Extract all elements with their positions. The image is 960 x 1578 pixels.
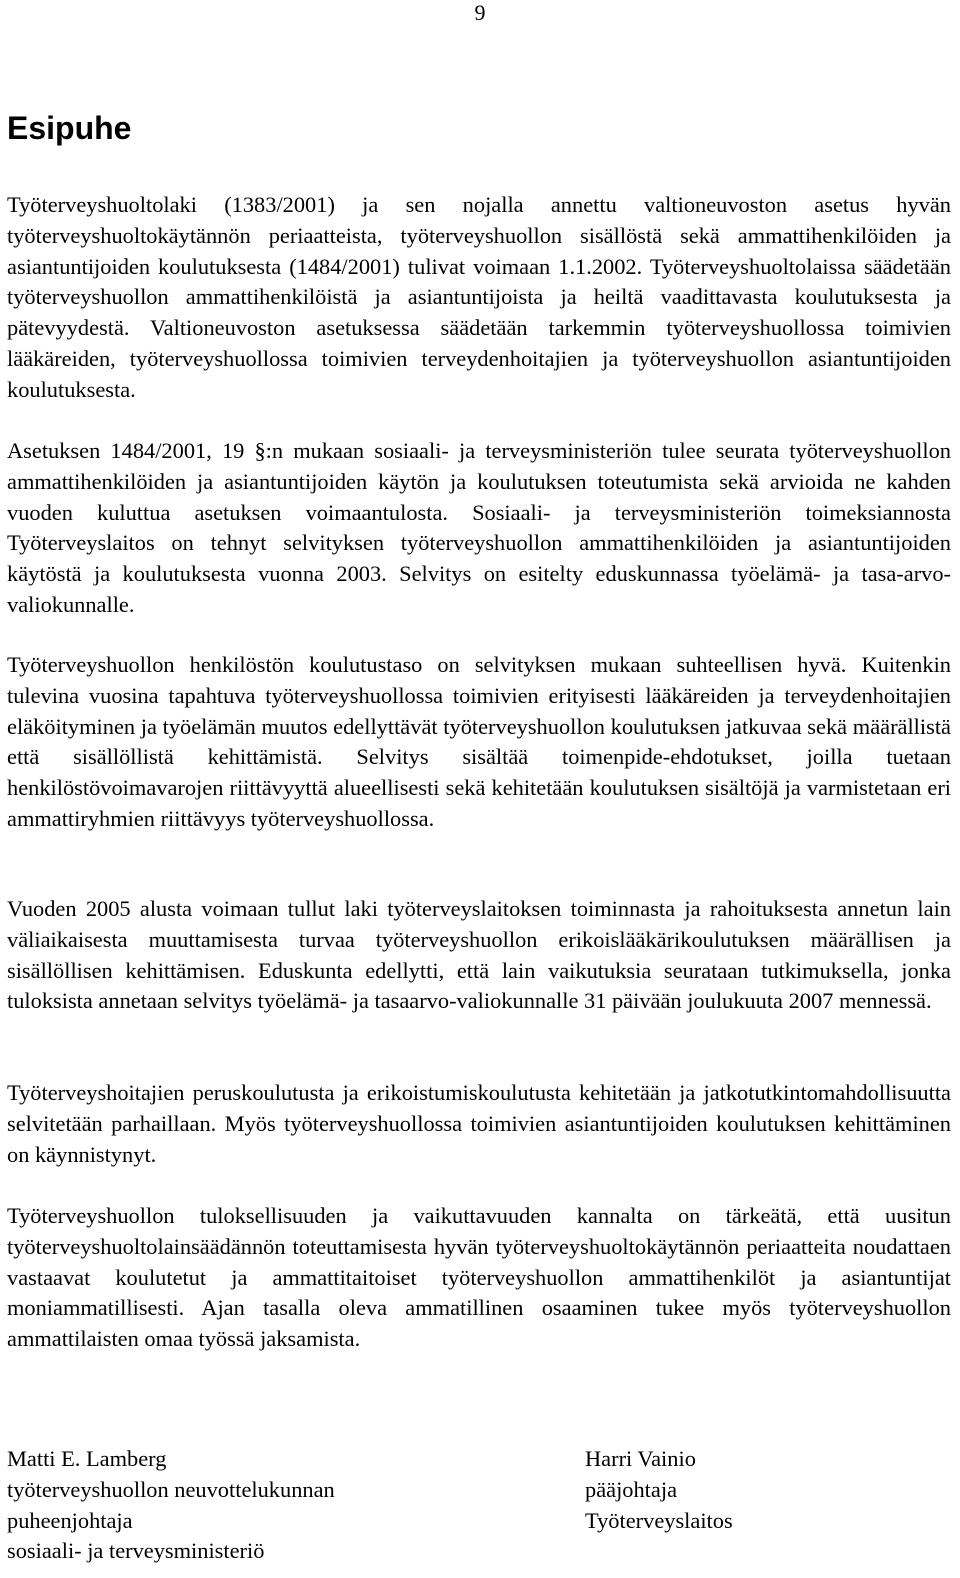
- paragraph-3: Työterveyshuollon henkilöstön koulutustaso on selvityksen mukaan suhteellisen hyvä. Kuitenkin tulevina vuosina tapahtuva työterveyshuollossa toimivien erityisesti lääkäreiden ja terveydenhoitajien eläköityminen ja työelämän muutos edellyttävät työterveyshuollon koulutuksen jatkuvaa sekä määrällistä että sisällöllistä kehittämistä. Selvitys sisältää toimenpide-ehdotukset, joilla tuetaan henkilöstövoimavarojen riittävyyttä alueellisesti sekä kehitetään koulutuksen sisältöjä ja varmistetaan eri ammattiryhmien riittävyys työterveyshuollossa.: [7, 652, 951, 831]
- paragraph-5: Työterveyshoitajien peruskoulutusta ja erikoistumiskoulutusta kehitetään ja jatkotutkintomahdollisuutta selvitetään parhaillaan. Myös työterveyshuollossa toimivien asiantuntijoiden koulutuksen kehittäminen on käynnistynyt.: [7, 1080, 951, 1167]
- page-number: 9: [474, 0, 486, 25]
- paragraph-2: Asetuksen 1484/2001, 19 §:n mukaan sosiaali- ja terveysministeriön tulee seurata työterveyshuollon ammattihenkilöiden ja asiantuntijoiden käytön ja koulutuksen toteutumista sekä arvioida ne kahden vuoden kuluttua asetuksen voimaantulosta. Sosiaali- ja terveysministeriön toimeksiannosta Työterveyslaitos on tehnyt selvityksen työterveyshuollon ammattihenkilöiden ja asiantuntijoiden käytöstä ja koulutuksesta vuonna 2003. Selvitys on esitelty eduskunnassa työelämä- ja tasa-arvo-valiokunnalle.: [7, 438, 951, 617]
- signer-name: Harri Vainio: [585, 1446, 696, 1471]
- page-title: Esipuhe: [7, 110, 132, 146]
- signer-role: puheenjohtaja: [7, 1507, 133, 1533]
- signer-title: työterveyshuollon neuvottelukunnan: [7, 1476, 335, 1502]
- signer-role: pääjohtaja: [585, 1476, 678, 1502]
- signature-right: [585, 1444, 733, 1536]
- signer-organization: Työterveyslaitos: [585, 1507, 733, 1533]
- signer-name: Matti E. Lamberg: [7, 1446, 167, 1471]
- paragraph-4: Vuoden 2005 alusta voimaan tullut laki työterveyslaitoksen toiminnasta ja rahoituksesta annetun lain väliaikaisesta muuttamisesta turvaa työterveyshuollon erikoislääkärikoulutuksen määrällisen ja sisällöllisen kehittämisen. Eduskunta edellytti, että lain vaikutuksia seurataan tutkimuksella, jonka tuloksista annetaan selvitys työelämä- ja tasaarvo-valiokunnalle 31 päivään joulukuuta 2007 mennessä.: [7, 896, 951, 1014]
- signer-organization: sosiaali- ja terveysministeriö: [7, 1538, 265, 1564]
- paragraph-1: Työterveyshuoltolaki (1383/2001) ja sen nojalla annettu valtioneuvoston asetus hyvän työterveyshuoltokäytännön periaatteista, työterveyshuollon sisällöstä sekä ammattihenkilöiden ja asiantuntijoiden koulutuksesta (1484/2001) tulivat voimaan 1.1.2002. Työterveyshuoltolaissa säädetään työterveyshuollon ammattihenkilöistä ja asiantuntijoista ja heiltä vaadittavasta koulutuksesta ja pätevyydestä. Valtioneuvoston asetuksessa säädetään tarkemmin työterveyshuollossa toimivien lääkäreiden, työterveyshuollossa toimivien terveydenhoitajien ja työterveyshuollon asiantuntijoiden koulutuksesta.: [7, 192, 951, 402]
- paragraph-6: Työterveyshuollon tuloksellisuuden ja vaikuttavuuden kannalta on tärkeätä, että uusitun työterveyshuoltolainsäädännön toteuttamisesta hyvän työterveyshuoltokäytännön periaatteita noudattaen vastaavat koulutetut ja ammattitaitoiset työterveyshuollon ammattihenkilöt ja asiantuntijat moniammatillisesti. Ajan tasalla oleva ammatillinen osaaminen tukee myös työterveyshuollon ammattilaisten omaa työssä jaksamista.: [7, 1203, 951, 1352]
- signature-left: [7, 1444, 335, 1567]
